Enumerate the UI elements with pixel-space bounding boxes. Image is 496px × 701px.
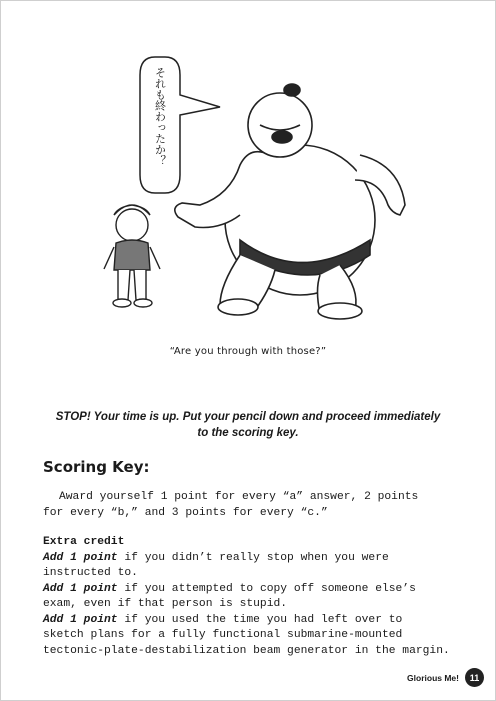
page-number-badge: 11: [465, 668, 484, 687]
page-footer: [407, 668, 484, 687]
extra-credit-item-cont: exam, even if that person is stupid.: [43, 598, 288, 610]
item-bold: Add 1 point: [43, 613, 118, 626]
speech-bubble: [140, 57, 220, 193]
sumo-cartoon-illustration: [70, 55, 430, 325]
extra-credit-item: [43, 551, 463, 567]
stop-instruction-line-2: to the scoring key.: [197, 427, 299, 439]
item-text: if you didn’t really stop when you were: [117, 551, 389, 564]
extra-credit-item: [43, 613, 463, 629]
scoring-key-heading: Scoring Key:: [43, 458, 150, 476]
stop-instruction-line-1: STOP! Your time is up. Put your pencil down and proceed immediately: [55, 411, 441, 423]
award-line-2: for every “b,” and 3 points for every “c.”: [43, 506, 328, 519]
sumo-wrestler: [175, 84, 405, 319]
item-text: if you attempted to copy off someone else’s: [117, 582, 416, 595]
speech-bubble-text: それも終わったか？: [153, 67, 167, 166]
extra-credit-item-cont: instructed to.: [43, 567, 138, 579]
item-bold: Add 1 point: [43, 551, 118, 564]
illustration-caption: “Are you through with those?”: [169, 346, 327, 357]
item-bold: Add 1 point: [43, 582, 118, 595]
award-paragraph: [43, 490, 463, 521]
item-text: if you used the time you had left over to: [117, 613, 403, 626]
stop-instruction: [40, 409, 456, 441]
small-kid: [104, 205, 160, 307]
award-line-1: Award yourself 1 point for every “a” answer, 2 points: [59, 491, 419, 503]
extra-credit-item-cont: tectonic-plate-destabilization beam generator in the margin.: [43, 644, 450, 657]
extra-credit-item-cont: sketch plans for a fully functional submarine-mounted: [43, 629, 403, 641]
extra-credit-title: Extra credit: [43, 536, 125, 548]
extra-credit-item: [43, 582, 463, 598]
extra-credit-section: [43, 535, 463, 659]
section-label: Glorious Me!: [407, 672, 459, 683]
